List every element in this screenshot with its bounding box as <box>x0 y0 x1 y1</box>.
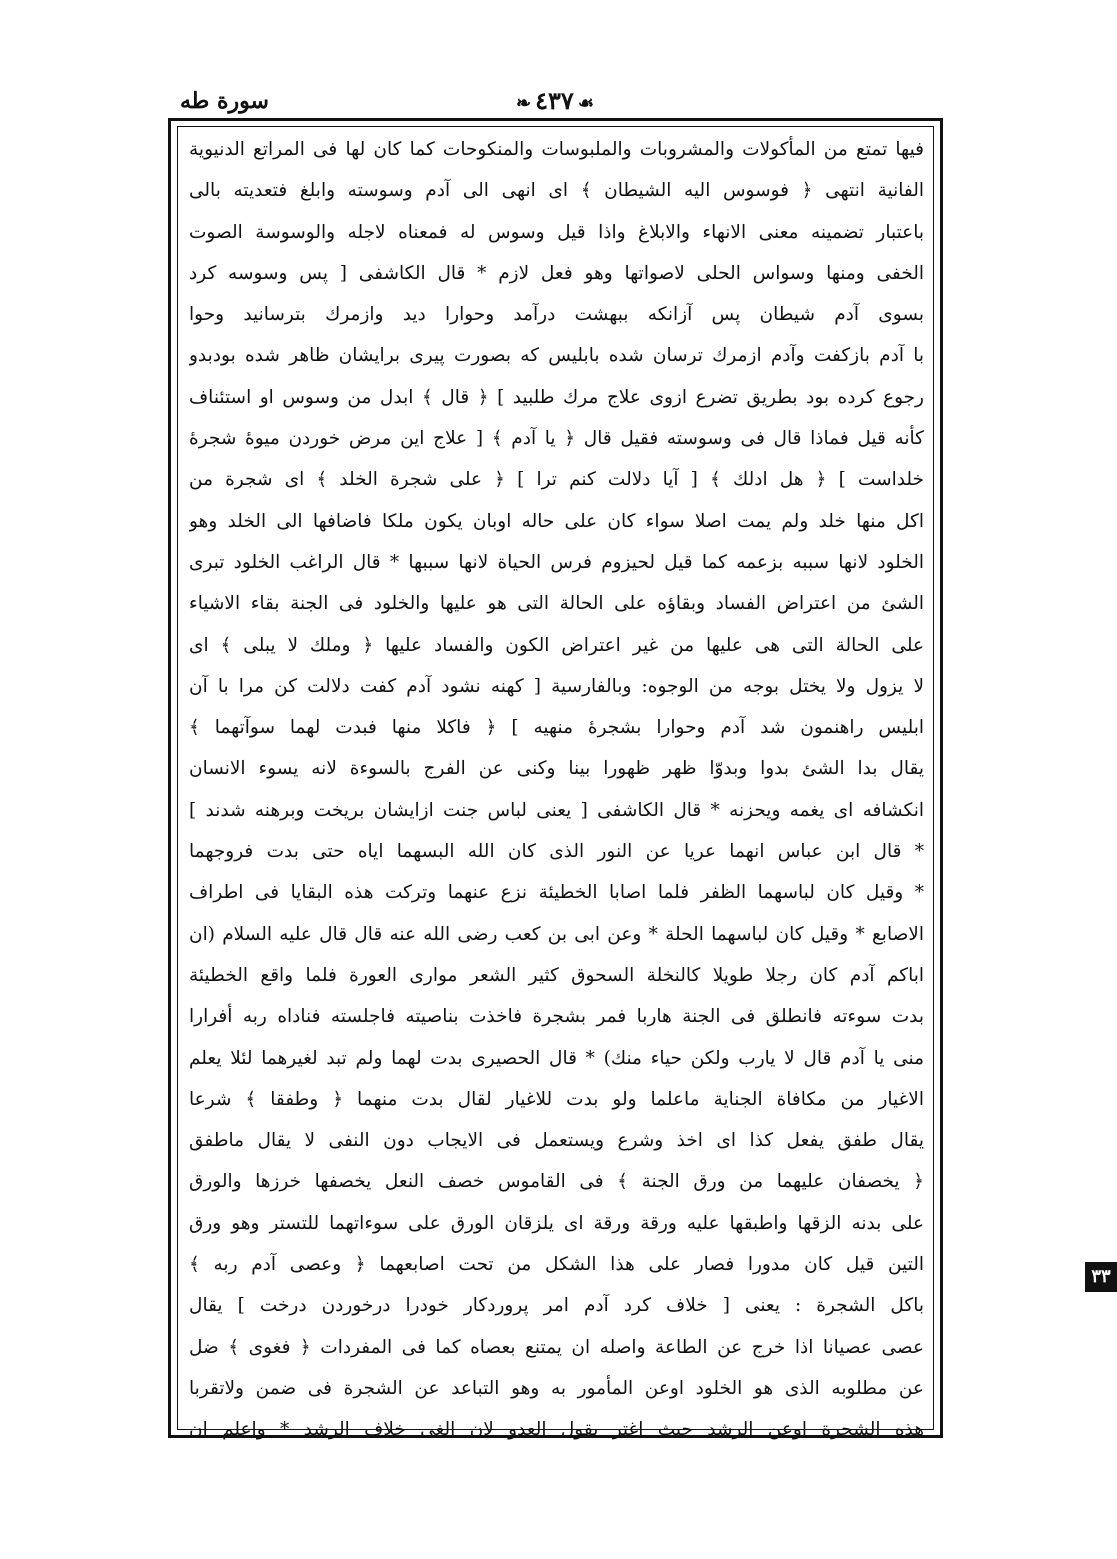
text-line: باعتبار تضمينه معنى الانهاء والابلاغ واذا قيل وسوس له فمعناه لاجله والوسوسة الصوت <box>189 221 924 243</box>
text-line: الخفى ومنها وسواس الحلى لاصواتها وهو فعل لازم * قال الكاشفى [ پس وسوسه كرد <box>189 262 924 284</box>
text-line: الاغيار من مكافاة الجناية ماعلما ولو بدت للاغيار لقال بدت منهما ﴿ وطفقا ﴾ شرعا <box>189 1088 924 1110</box>
text-line: هذه الشجرة اوعن الرشد حيث اغتر بقول العدو لان الغى خلاف الرشد * واعلم ان <box>189 1419 924 1441</box>
text-line: بدت سوءته فانطلق فى الجنة هاربا فمر بشجرة فاخذت بناصيته فاجلسته فناداه ربه أفرارا <box>189 1006 924 1028</box>
text-line: اكل منها خلد ولم يمت اصلا سواء كان على حاله اوبان يكون ملكا فاضافها الى الخلد وهو <box>189 510 924 532</box>
text-line: انكشافه اى يغمه ويحزنه * قال الكاشفى [ يعنى لباس جنت ازايشان بريخت وبرهنه شدند ] <box>189 799 924 821</box>
text-line: فيها تمتع من المأكولات والمشروبات والملبوسات والمنكوحات كما كان لها فى المراتع الدنيوية <box>189 139 924 160</box>
text-line: منى يا آدم قال لا يارب ولكن حياء منك) * قال الحصيرى بدت لهما ولم تبد لغيرهما لئلا يعلم <box>189 1047 924 1069</box>
text-line: ابليس راهنمون شد آدم وحوارا بشجرۀ منهيه ] ﴿ فاكلا منها فبدت لهما سوآتهما ﴾ <box>189 717 924 739</box>
text-line: با آدم بازكفت وآدم ازمرك ترسان شده بابليس كه بصورت پيرى برايشان ظاهر شده بودبدو <box>189 345 924 367</box>
text-line: باكل الشجرة : يعنى [ خلاف كرد آدم امر پروردكار خودرا درخوردن درخت ] يقال <box>189 1295 924 1317</box>
text-line: * وقيل كان لباسهما الظفر فلما اصابا الخطيئة نزع عنهما وتركت هذه البقايا فى اطراف <box>189 882 924 904</box>
text-line: الشئ من اعتراض الفساد وبقاؤه على الحالة التى هو عليها والخلود فى الجنة بقاء الاشياء <box>189 593 924 615</box>
ornament-right-icon: ☙ <box>577 93 594 114</box>
text-line: الاصابع * وقيل كان لباسهما الحلة * وعن ابى بن كعب رضى الله عنه قال قال عليه السلام (ان <box>189 923 924 945</box>
ornament-left-icon: ❧ <box>516 93 532 114</box>
text-line: الخلود لانها سببه بزعمه كما قيل لحيزوم فرس الحياة لانها سببها * قال الراغب الخلود تبرى <box>189 551 924 573</box>
page-number-value: ٤٣٧ <box>535 86 574 115</box>
text-line: على بدنه الزقها واطبقها عليه ورقة ورقة اى يلزقان الورق على سوءاتهما للتستر وهو ورق <box>189 1212 924 1234</box>
text-frame <box>168 118 943 1441</box>
text-line: الفانية انتهى ﴿ فوسوس اليه الشيطان ﴾ اى انهى الى آدم وسوسته وابلغ فتعديته بالى <box>189 180 924 202</box>
text-line: يقال بدا الشئ بدوا وبدوّا ظهر ظهورا بينا وكنى عن الفرج بالسوءة لانه يسوء الانسان <box>189 758 924 780</box>
text-line: رجوع كرده بود بطريق تضرع ازوى علاج مرك طلبيد ] ﴿ قال ﴾ ابدل من وسوس او استئناف <box>189 386 924 408</box>
surah-name: سورة طه <box>180 88 269 114</box>
page-header <box>170 88 945 118</box>
text-line: اباكم آدم كان رجلا طويلا كالنخلة السحوق كثير الشعر موارى العورة فلما واقع الخطيئة <box>189 964 924 986</box>
margin-section-number: ٣٣ <box>1085 1262 1117 1292</box>
body-text <box>189 129 924 1451</box>
text-line: * قال ابن عباس انهما عريا عن النور الذى كان الله البسهما اياه حتى بدت فروجهما <box>189 841 924 863</box>
text-line: ﴿ يخصفان عليهما من ورق الجنة ﴾ فى القاموس خصف النعل يخصفها خرزها والورق <box>189 1171 924 1193</box>
text-line: عن مطلوبه الذى هو الخلود اوعن المأمور به وهو التباعد عن الشجرة فى ضمن ولاتقربا <box>189 1377 924 1399</box>
text-line: لا يزول ولا يختل بوجه من الوجوه: وبالفارسية [ كهنه نشود آدم كفت دلالت كن مرا با آن <box>189 675 924 697</box>
text-line: التين قيل كان مدورا فصار على هذا الشكل من تحت اصابعهما ﴿ وعصى آدم ربه ﴾ <box>189 1254 924 1276</box>
page-number <box>495 86 615 115</box>
text-line: كأنه قيل فماذا قال فى وسوسته فقيل قال ﴿ يا آدم ﴾ [ علاج اين مرض خوردن ميوۀ شجرۀ <box>189 428 924 450</box>
text-line: يقال طفق يفعل كذا اى اخذ وشرع ويستعمل فى الايجاب دون النفى لا يقال ماطفق <box>189 1130 924 1152</box>
text-line: على الحالة التى هى عليها من غير اعتراض الكون والفساد عليها ﴿ وملك لا يبلى ﴾ اى <box>189 634 924 656</box>
text-line: خلداست ] ﴿ هل ادلك ﴾ [ آيا دلالت كنم ترا ] ﴿ على شجرة الخلد ﴾ اى شجرة من <box>189 469 924 491</box>
text-line: بسوى آدم شيطان پس آزانكه ببهشت درآمد وحوارا ديد وازمرك بترسانيد وحوا <box>189 304 924 326</box>
text-line: عصى عصيانا اذا خرج عن الطاعة واصله ان يمتنع بعصاه كما فى المفردات ﴿ فغوى ﴾ ضل <box>189 1336 924 1358</box>
